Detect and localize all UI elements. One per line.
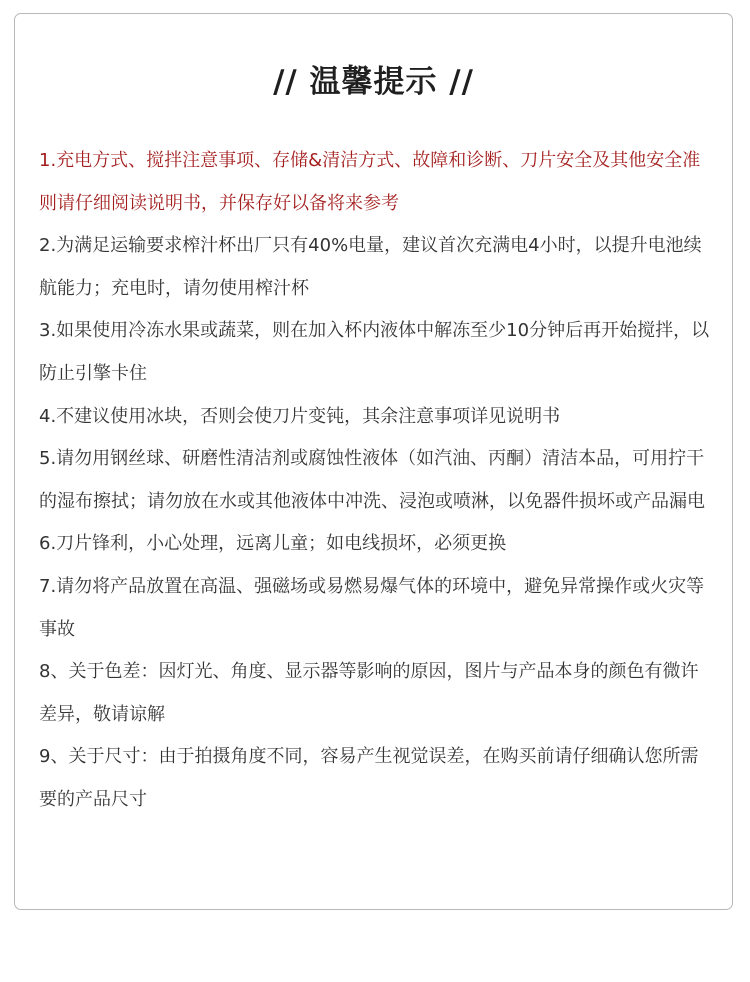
notice-item-5: 5.请勿用钢丝球、研磨性清洁剂或腐蚀性液体（如汽油、丙酮）清洁本品，可用拧干的湿布擦拭；请勿放在水或其他液体中冲洗、浸泡或喷淋，以免器件损坏或产品漏电 <box>39 448 705 512</box>
notice-item-8: 8、关于色差：因灯光、角度、显示器等影响的原因，图片与产品本身的颜色有微许差异，敬请谅解 <box>39 661 699 725</box>
notice-list <box>39 140 715 822</box>
notice-item-9: 9、关于尺寸：由于拍摄角度不同，容易产生视觉误差，在购买前请仔细确认您所需要的产品尺寸 <box>39 746 699 810</box>
notice-item-4: 4.不建议使用冰块，否则会使刀片变钝，其余注意事项详见说明书 <box>39 405 561 427</box>
notice-item-1: 1.充电方式、搅拌注意事项、存储&清洁方式、故障和诊断、刀片安全及其他安全准则请仔细阅读说明书，并保存好以备将来参考 <box>39 150 701 214</box>
notice-item-6: 6.刀片锋利，小心处理，远离儿童；如电线损坏，必须更换 <box>39 533 507 555</box>
notice-title: // 温馨提示 // <box>273 64 474 100</box>
notice-card <box>14 13 733 910</box>
notice-item-7: 7.请勿将产品放置在高温、强磁场或易燃易爆气体的环境中，避免异常操作或火灾等事故 <box>39 575 705 640</box>
notice-item-2: 2.为满足运输要求榨汁杯出厂只有40%电量，建议首次充满电4小时，以提升电池续航能力；充电时，请勿使用榨汁杯 <box>39 235 702 299</box>
notice-item-3: 3.如果使用冷冻水果或蔬菜，则在加入杯内液体中解冻至少10分钟后再开始搅拌，以防止引擎卡住 <box>39 320 710 384</box>
